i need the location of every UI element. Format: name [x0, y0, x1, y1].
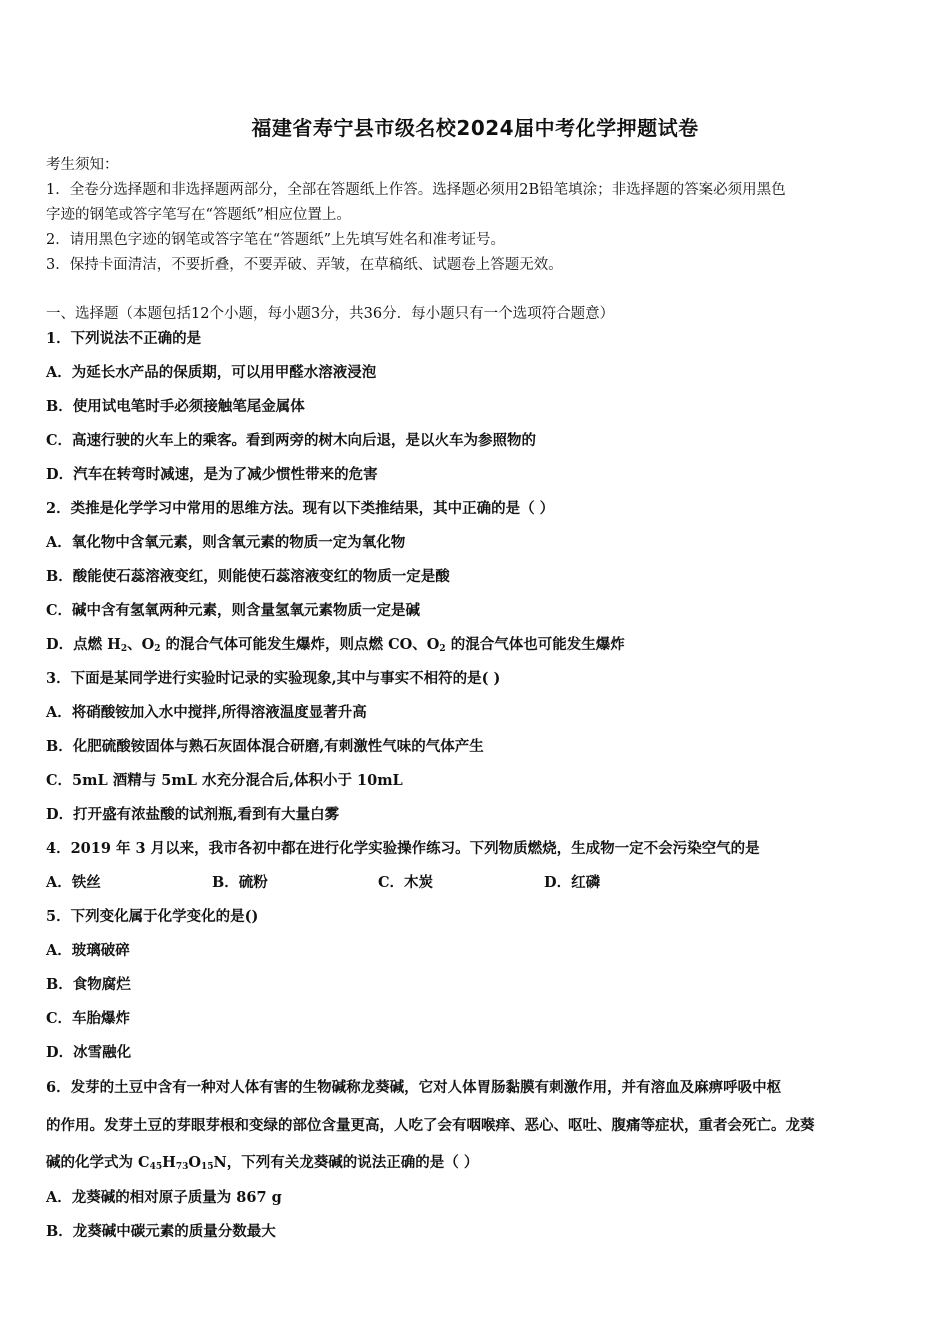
question-4-option-a: A．铁丝 — [46, 874, 101, 891]
question-4-option-d: D．红磷 — [544, 874, 601, 891]
question-4-stem: 4．2019 年 3 月以来，我市各初中都在进行化学实验操作练习。下列物质燃烧，生成物一定不会污染空气的是 — [46, 840, 760, 857]
question-5-option-a: A．玻璃破碎 — [46, 942, 130, 959]
question-5-stem: 5．下列变化属于化学变化的是() — [46, 908, 259, 925]
question-2-stem: 2．类推是化学学习中常用的思维方法。现有以下类推结果，其中正确的是（ ） — [46, 500, 555, 517]
question-2-option-b: B．酸能使石蕊溶液变红，则能使石蕊溶液变红的物质一定是酸 — [46, 568, 450, 585]
question-2-option-c: C．碱中含有氢氧两种元素，则含量氢氧元素物质一定是碱 — [46, 602, 421, 619]
question-6-option-a: A．龙葵碱的相对原子质量为 867 g — [46, 1189, 282, 1206]
question-5-option-d: D．冰雪融化 — [46, 1044, 132, 1061]
page-title: 福建省寿宁县市级名校2024届中考化学押题试卷 — [251, 116, 699, 140]
question-6-stem-line: 的作用。发芽土豆的芽眼芽根和变绿的部位含量更高，人吃了会有咽喉痒、恶心、呕吐、腹痛等症状，重者会死亡。龙葵 — [46, 1117, 815, 1134]
question-4-option-c: C．木炭 — [378, 874, 434, 891]
question-1-option-c: C．高速行驶的火车上的乘客。看到两旁的树木向后退，是以火车为参照物的 — [46, 432, 537, 449]
notice-item: 2．请用黑色字迹的钢笔或答字笔在“答题纸”上先填写姓名和准考证号。 — [46, 232, 506, 248]
section-header: 一、选择题（本题包括12个小题，每小题3分，共36分．每小题只有一个选项符合题意） — [46, 306, 615, 322]
notice-item: 3．保持卡面清洁，不要折叠，不要弄破、弄皱，在草稿纸、试题卷上答题无效。 — [46, 257, 563, 273]
question-1-option-a: A．为延长水产品的保质期，可以用甲醛水溶液浸泡 — [46, 364, 377, 381]
question-1-option-b: B．使用试电笔时手必须接触笔尾金属体 — [46, 398, 305, 415]
question-3-option-c: C．5mL 酒精与 5mL 水充分混合后,体积小于 10mL — [46, 772, 403, 789]
notice-item: 1．全卷分选择题和非选择题两部分，全部在答题纸上作答。选择题必须用2B铅笔填涂；非选择题的答案必须用黑色 — [46, 182, 786, 198]
question-3-option-b: B．化肥硫酸铵固体与熟石灰固体混合研磨,有刺激性气味的气体产生 — [46, 738, 484, 755]
question-6-option-b: B．龙葵碱中碳元素的质量分数最大 — [46, 1223, 276, 1240]
question-5-option-b: B．食物腐烂 — [46, 976, 131, 993]
question-4-options — [46, 871, 710, 892]
notice-item: 字迹的钢笔或答字笔写在“答题纸”相应位置上。 — [46, 207, 351, 223]
notice-header: 考生须知： — [46, 157, 119, 173]
question-3-stem: 3．下面是某同学进行实验时记录的实验现象,其中与事实不相符的是( ) — [46, 670, 501, 687]
question-5-option-c: C．车胎爆炸 — [46, 1010, 131, 1027]
question-2-option-a: A．氧化物中含氧元素，则含氧元素的物质一定为氧化物 — [46, 534, 406, 551]
question-6-stem-line: 碱的化学式为 $C_{45}H_{73}O_{15}N$，下列有关龙葵碱的说法正确的是（ ） — [46, 1154, 479, 1172]
question-3-option-a: A．将硝酸铵加入水中搅拌,所得溶液温度显著升高 — [46, 704, 367, 721]
question-1-option-d: D．汽车在转弯时减速，是为了减少惯性带来的危害 — [46, 466, 378, 483]
question-2-option-d: D．点燃 $H_2$、$O_2$ 的混合气体可能发生爆炸，则点燃 CO、$O_2$ 的混合气体也可能发生爆炸 — [46, 636, 625, 654]
question-1-stem: 1．下列说法不正确的是 — [46, 330, 202, 347]
question-6-stem-line: 6．发芽的土豆中含有一种对人体有害的生物碱称龙葵碱，它对人体胃肠黏膜有刺激作用，并有溶血及麻痹呼吸中枢 — [46, 1079, 782, 1096]
question-4-option-b: B．硫粉 — [212, 874, 268, 891]
question-3-option-d: D．打开盛有浓盐酸的试剂瓶,看到有大量白雾 — [46, 806, 340, 823]
